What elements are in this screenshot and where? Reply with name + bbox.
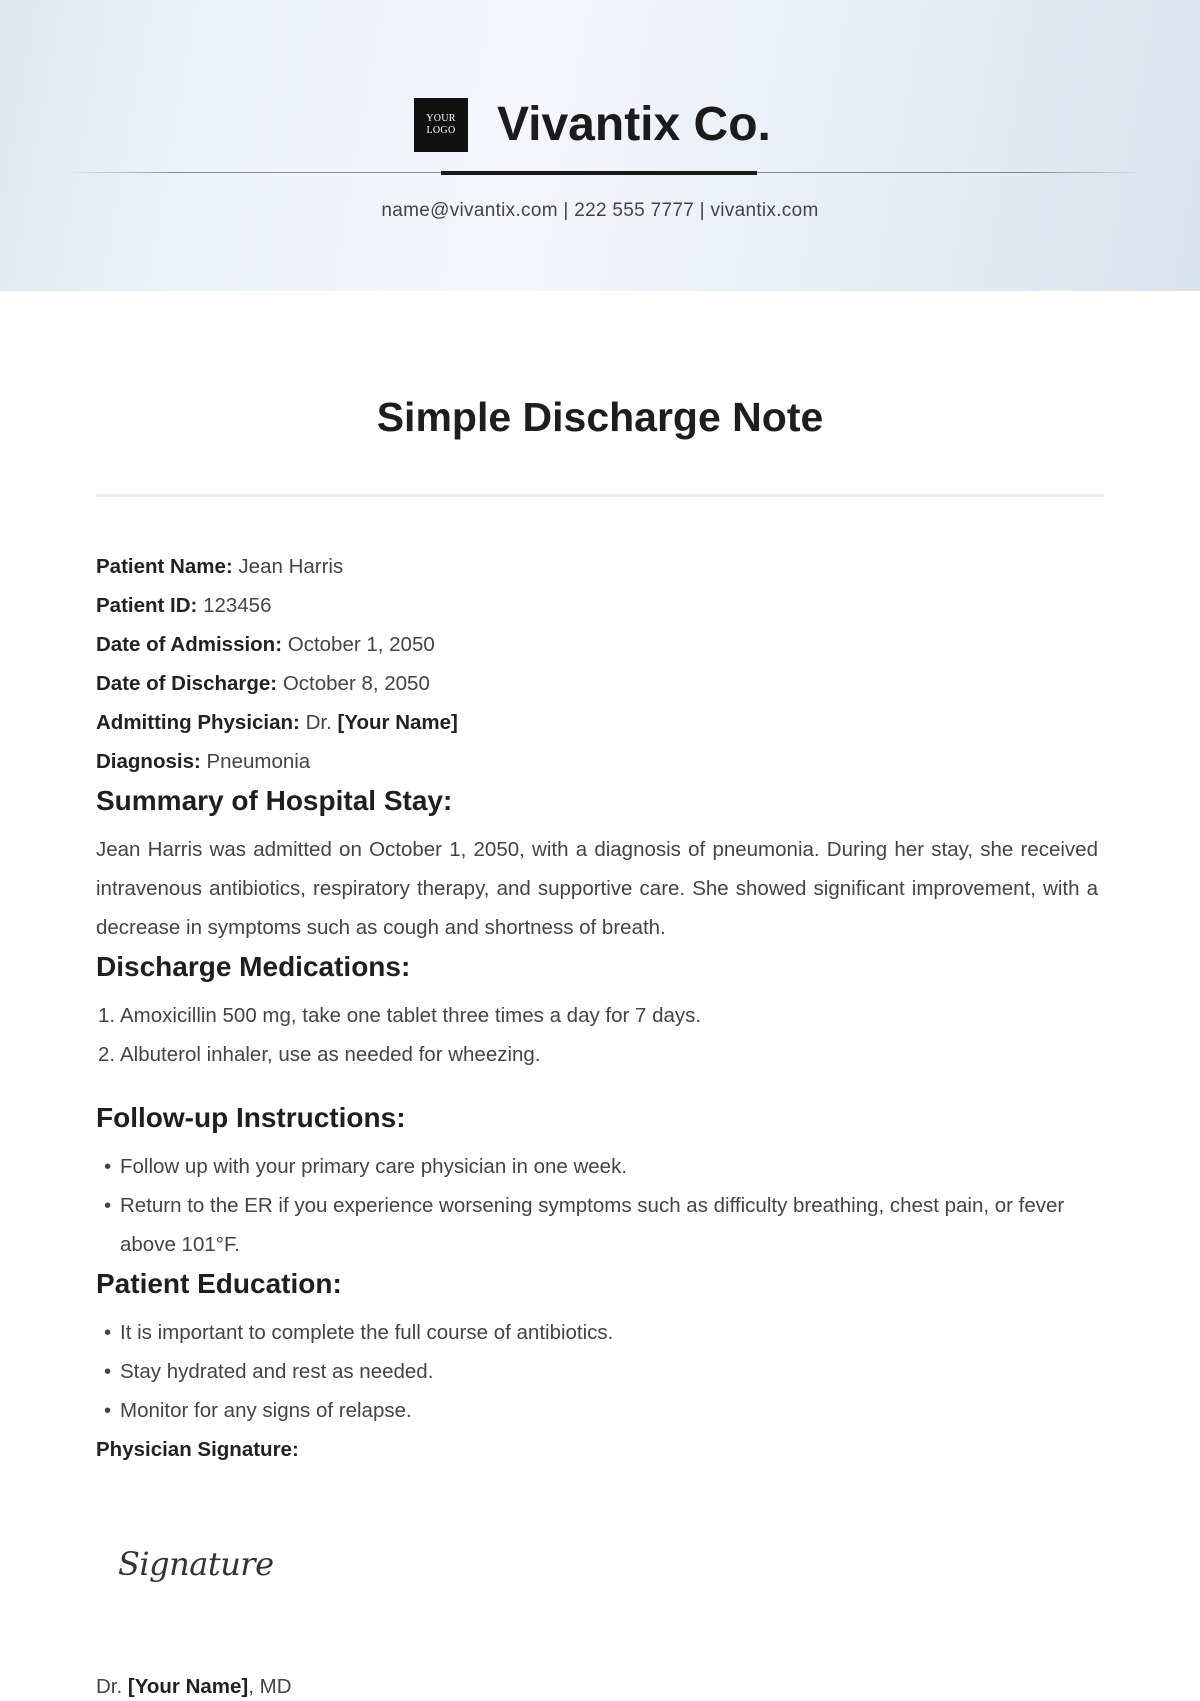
followup-heading: Follow-up Instructions: — [96, 1102, 406, 1133]
medications-heading: Discharge Medications: — [96, 951, 411, 982]
header-accent-bar — [441, 171, 757, 175]
followup-text: Return to the ER if you experience worsening symptoms such as difficulty breathing, chest pain, or fever above 101°F. — [120, 1194, 1065, 1256]
list-item — [96, 1352, 1098, 1391]
bullet-icon: • — [104, 1360, 112, 1383]
medications-list — [96, 996, 1098, 1074]
contact-info: name@vivantix.com | 222 555 7777 | vivantix.com — [381, 200, 819, 221]
note-body — [96, 547, 1098, 1469]
company-name: Vivantix Co. — [497, 98, 771, 151]
summary-text: Jean Harris was admitted on October 1, 2050, with a diagnosis of pneumonia. During her stay, she received intravenous antibiotics, respiratory therapy, and supportive care. She showed significant improvement, with a decrease in symptoms such as cough and shortness of breath. — [96, 838, 1098, 939]
signer-name — [96, 1675, 292, 1699]
patient-id-value: 123456 — [203, 594, 272, 617]
discharge-date-field — [96, 664, 1098, 703]
patient-name-label: Patient Name: — [96, 555, 233, 578]
medication-text: Amoxicillin 500 mg, take one tablet three times a day for 7 days. — [120, 1004, 702, 1027]
list-item — [96, 1186, 1098, 1264]
document-title: Simple Discharge Note — [376, 394, 824, 440]
company-logo — [414, 98, 468, 152]
signature-label: Physician Signature: — [96, 1438, 299, 1461]
signature-script: Signature — [118, 1545, 274, 1583]
education-text: Stay hydrated and rest as needed. — [120, 1360, 434, 1383]
education-list — [96, 1313, 1098, 1430]
followup-list — [96, 1147, 1098, 1264]
logo-text-line1: YOUR — [426, 113, 456, 124]
patient-id-field — [96, 586, 1098, 625]
signer-suffix: , MD — [248, 1675, 292, 1698]
list-item: 2. Albuterol inhaler, use as needed for wheezing. — [98, 1043, 541, 1066]
patient-name-value: Jean Harris — [238, 555, 344, 578]
header-banner — [0, 0, 1200, 291]
bullet-icon: • — [104, 1321, 112, 1344]
admitting-physician-prefix: Dr. — [305, 711, 332, 734]
admission-date-label: Date of Admission: — [96, 633, 283, 656]
bullet-icon: • — [104, 1155, 112, 1178]
diagnosis-field — [96, 742, 1098, 781]
list-item — [96, 1313, 1098, 1352]
admission-date-value: October 1, 2050 — [287, 633, 435, 656]
bullet-icon: • — [104, 1399, 112, 1422]
followup-text: Follow up with your primary care physician in one week. — [120, 1155, 628, 1178]
list-item — [96, 1147, 1098, 1186]
diagnosis-value: Pneumonia — [206, 750, 311, 773]
patient-name-field — [96, 547, 1098, 586]
list-item: 1. Amoxicillin 500 mg, take one tablet three times a day for 7 days. — [98, 1004, 702, 1027]
logo-text-line2: LOGO — [426, 125, 456, 136]
discharge-date-value: October 8, 2050 — [282, 672, 430, 695]
bullet-icon: • — [104, 1194, 112, 1217]
medication-text: Albuterol inhaler, use as needed for wheezing. — [120, 1043, 541, 1066]
signer-prefix: Dr. — [96, 1675, 123, 1698]
admission-date-field — [96, 625, 1098, 664]
education-text: It is important to complete the full course of antibiotics. — [120, 1321, 614, 1344]
summary-heading: Summary of Hospital Stay: — [96, 785, 453, 816]
patient-id-label: Patient ID: — [96, 594, 198, 617]
diagnosis-label: Diagnosis: — [96, 750, 201, 773]
admitting-physician-label: Admitting Physician: — [96, 711, 300, 734]
signer-placeholder-name: [Your Name] — [127, 1675, 249, 1698]
admitting-physician-name: [Your Name] — [337, 711, 458, 734]
title-divider — [96, 494, 1104, 497]
admitting-physician-field — [96, 703, 1098, 742]
education-text: Monitor for any signs of relapse. — [120, 1399, 412, 1422]
education-heading: Patient Education: — [96, 1268, 342, 1299]
discharge-date-label: Date of Discharge: — [96, 672, 278, 695]
list-item — [96, 1391, 1098, 1430]
